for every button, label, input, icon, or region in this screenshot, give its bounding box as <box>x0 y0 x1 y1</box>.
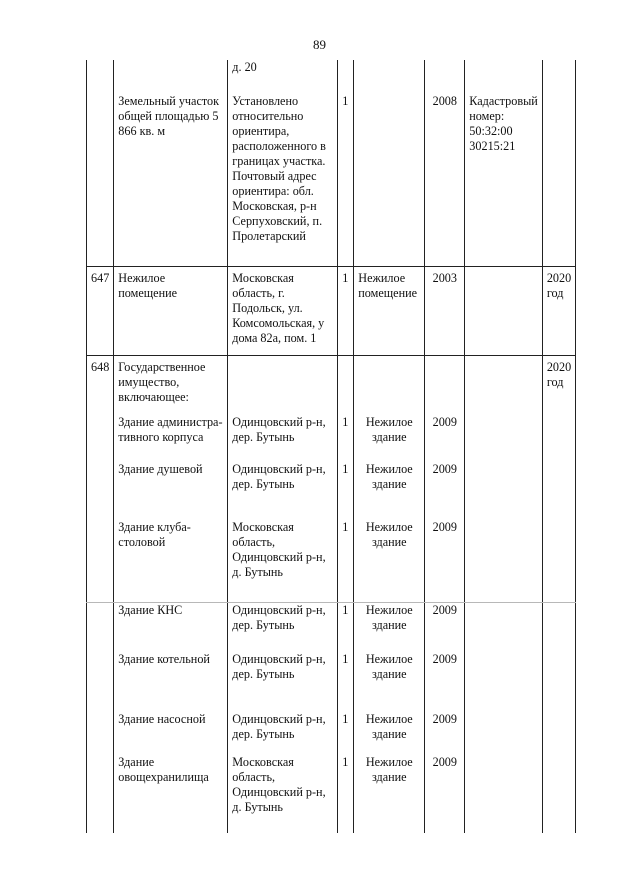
note-cell <box>465 712 543 755</box>
qty-cell: 1 <box>338 266 354 355</box>
year-cell: 2009 <box>425 652 465 712</box>
note-cell <box>465 755 543 833</box>
num-cell <box>87 94 114 266</box>
term-cell <box>542 652 575 712</box>
name-cell: Здание душевой <box>114 462 228 520</box>
qty-cell: 1 <box>338 755 354 833</box>
term-cell <box>542 755 575 833</box>
year-cell: 2009 <box>425 712 465 755</box>
table-row-648 <box>87 355 576 415</box>
purpose-cell <box>354 355 425 415</box>
num-cell: 648 <box>87 355 114 415</box>
purpose-cell: Нежилое здание <box>354 462 425 520</box>
year-cell <box>425 355 465 415</box>
table-row-subitem <box>87 462 576 520</box>
term-cell <box>542 520 575 602</box>
address-cell: д. 20 <box>228 60 338 94</box>
name-cell: Здание клуба-столовой <box>114 520 228 602</box>
year-cell: 2009 <box>425 520 465 602</box>
name-cell: Земельный участок общей площадью 5 866 кв. м <box>114 94 228 266</box>
address-cell: Установлено относительно ориентира, расположенного в границах участка. Почтовый адрес ориентира: обл. Московская, р-н Серпуховский, п. Пролетарский <box>228 94 338 266</box>
note-cell <box>465 266 543 355</box>
qty-cell <box>338 355 354 415</box>
qty-cell: 1 <box>338 712 354 755</box>
term-cell <box>542 94 575 266</box>
term-cell <box>542 712 575 755</box>
term-cell: 2020 год <box>542 266 575 355</box>
address-cell: Одинцовский р-н, дер. Бутынь <box>228 652 338 712</box>
address-cell: Одинцовский р-н, дер. Бутынь <box>228 415 338 462</box>
qty-cell: 1 <box>338 415 354 462</box>
name-cell: Нежилое помещение <box>114 266 228 355</box>
name-cell <box>114 60 228 94</box>
name-cell: Здание КНС <box>114 602 228 652</box>
address-cell: Одинцовский р-н, дер. Бутынь <box>228 712 338 755</box>
note-cell <box>465 462 543 520</box>
note-cell <box>465 415 543 462</box>
table-row-subitem <box>87 652 576 712</box>
name-cell: Здание насосной <box>114 712 228 755</box>
purpose-cell: Нежилое здание <box>354 415 425 462</box>
address-cell: Московская область, г. Подольск, ул. Комсомольская, у дома 82а, пом. 1 <box>228 266 338 355</box>
qty-cell: 1 <box>338 652 354 712</box>
table-row-subitem <box>87 755 576 833</box>
num-cell: 647 <box>87 266 114 355</box>
table-row-continuation <box>87 60 576 94</box>
year-cell <box>425 60 465 94</box>
term-cell <box>542 462 575 520</box>
year-cell: 2008 <box>425 94 465 266</box>
table-row-647 <box>87 266 576 355</box>
note-cell <box>465 602 543 652</box>
purpose-cell: Нежилое здание <box>354 602 425 652</box>
qty-cell: 1 <box>338 520 354 602</box>
year-cell: 2009 <box>425 462 465 520</box>
qty-cell <box>338 60 354 94</box>
year-cell: 2009 <box>425 755 465 833</box>
address-cell: Одинцовский р-н, дер. Бутынь <box>228 462 338 520</box>
note-cell <box>465 355 543 415</box>
table-row-subitem <box>87 520 576 602</box>
num-cell <box>87 60 114 94</box>
note-cell <box>465 520 543 602</box>
table-row-subitem <box>87 415 576 462</box>
num-cell <box>87 520 114 602</box>
name-cell: Здание администра-тивного корпуса <box>114 415 228 462</box>
term-cell <box>542 415 575 462</box>
note-cell: Кадастровый номер: 50:32:00 30215:21 <box>465 94 543 266</box>
table-row-subitem <box>87 712 576 755</box>
year-cell: 2009 <box>425 602 465 652</box>
num-cell <box>87 462 114 520</box>
term-cell <box>542 602 575 652</box>
purpose-cell: Нежилое здание <box>354 712 425 755</box>
note-cell <box>465 60 543 94</box>
purpose-cell: Нежилое здание <box>354 755 425 833</box>
year-cell: 2009 <box>425 415 465 462</box>
address-cell <box>228 355 338 415</box>
page-number: 89 <box>313 37 326 52</box>
qty-cell: 1 <box>338 94 354 266</box>
address-cell: Одинцовский р-н, дер. Бутынь <box>228 602 338 652</box>
num-cell <box>87 602 114 652</box>
purpose-cell: Нежилое помещение <box>354 266 425 355</box>
qty-cell: 1 <box>338 602 354 652</box>
purpose-cell <box>354 60 425 94</box>
table-row-land <box>87 94 576 266</box>
property-table <box>86 60 576 833</box>
year-cell: 2003 <box>425 266 465 355</box>
name-cell: Государственное имущество, включающее: <box>114 355 228 415</box>
table-row-subitem <box>87 602 576 652</box>
term-cell: 2020 год <box>542 355 575 415</box>
name-cell: Здание овощехранилища <box>114 755 228 833</box>
num-cell <box>87 755 114 833</box>
purpose-cell: Нежилое здание <box>354 652 425 712</box>
purpose-cell: Нежилое здание <box>354 520 425 602</box>
name-cell: Здание котельной <box>114 652 228 712</box>
num-cell <box>87 415 114 462</box>
note-cell <box>465 652 543 712</box>
qty-cell: 1 <box>338 462 354 520</box>
num-cell <box>87 652 114 712</box>
num-cell <box>87 712 114 755</box>
address-cell: Московская область, Одинцовский р-н, д. Бутынь <box>228 520 338 602</box>
term-cell <box>542 60 575 94</box>
address-cell: Московская область, Одинцовский р-н, д. Бутынь <box>228 755 338 833</box>
purpose-cell <box>354 94 425 266</box>
